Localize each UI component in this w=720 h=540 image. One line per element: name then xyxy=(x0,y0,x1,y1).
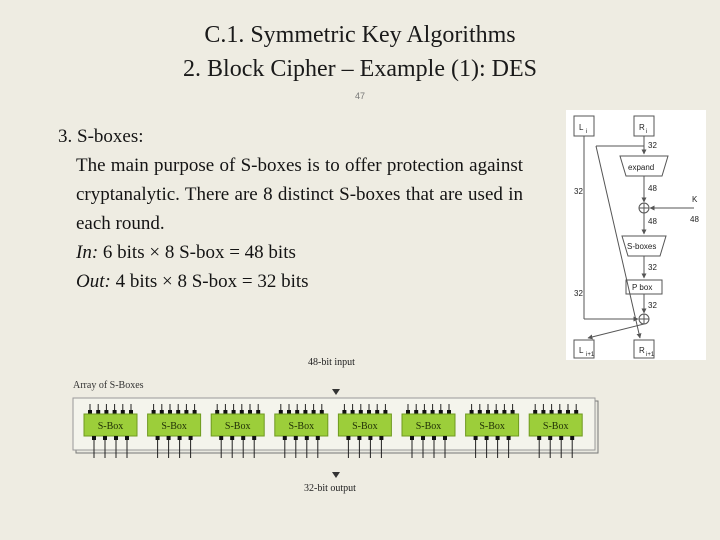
key-bits-label: 48 xyxy=(690,215,699,224)
output-label: Out: xyxy=(76,271,111,292)
input-label: In: xyxy=(76,242,99,263)
sbox-label: S-Box xyxy=(161,421,187,432)
bits-label-left-upper: 32 xyxy=(574,187,583,196)
output-bits-line xyxy=(76,267,523,296)
des-round-diagram xyxy=(566,110,706,360)
sboxes-label: S-boxes xyxy=(627,242,657,251)
page-number: 47 xyxy=(354,91,365,101)
title-line-1: C.1. Symmetric Key Algorithms xyxy=(204,22,516,48)
input-label: 48-bit input xyxy=(308,357,355,368)
sbox-label: S-Box xyxy=(415,421,442,432)
sbox-label: S-Box xyxy=(479,421,505,432)
input-bits-line xyxy=(76,238,523,267)
bits-label-expand: 48 xyxy=(648,184,657,193)
body-text xyxy=(58,122,523,296)
sbox-array-svg xyxy=(70,350,610,498)
left-input-sub: i xyxy=(586,129,588,135)
sbox-array-diagram xyxy=(70,350,610,498)
sbox-label: S-Box xyxy=(288,421,315,432)
sbox-label: S-Box xyxy=(542,421,569,432)
bits-label-xor: 48 xyxy=(648,217,657,226)
title-line-2: 2. Block Cipher – Example (1): DES xyxy=(183,56,537,82)
expand-label: expand xyxy=(628,163,655,172)
section-heading: 3. S-boxes: xyxy=(58,126,144,147)
output-arrow xyxy=(332,472,340,478)
sbox-label: S-Box xyxy=(224,421,251,432)
right-input-sub: i xyxy=(646,129,648,135)
right-input-label: R xyxy=(639,123,645,132)
output-label: 32-bit output xyxy=(304,483,356,494)
key-label: K xyxy=(692,195,698,204)
left-output-sub: i+1 xyxy=(586,352,595,358)
left-output-label: L xyxy=(579,346,584,355)
sbox-label: S-Box xyxy=(97,421,124,432)
bits-label-top: 32 xyxy=(648,141,657,150)
left-input-label: L xyxy=(579,123,584,132)
slide-title xyxy=(0,18,720,86)
right-output-sub: i+1 xyxy=(646,352,655,358)
pbox-label: P box xyxy=(632,283,653,292)
input-arrow xyxy=(332,389,340,395)
description-paragraph: The main purpose of S-boxes is to offer protection against cryptanalytic. There are 8 distinct S-boxes that are used in each round. xyxy=(76,155,523,234)
left-input-box xyxy=(574,116,594,136)
bits-label-sbox-out: 32 xyxy=(648,263,657,272)
array-label: Array of S-Boxes xyxy=(73,380,144,391)
output-value: 4 bits × 8 S-box = 32 bits xyxy=(110,271,309,292)
bits-label-pbox-out: 32 xyxy=(648,301,657,310)
input-value: 6 bits × 8 S-box = 48 bits xyxy=(98,242,296,263)
sbox-label: S-Box xyxy=(352,421,378,432)
bits-label-left-lower: 32 xyxy=(574,289,583,298)
right-output-label: R xyxy=(639,346,645,355)
des-round-svg xyxy=(566,110,706,360)
